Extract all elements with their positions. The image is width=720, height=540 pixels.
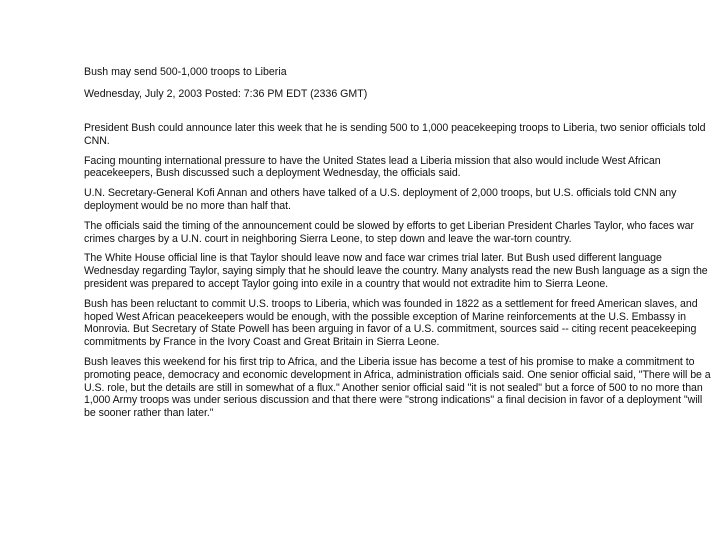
article-paragraph: Bush has been reluctant to commit U.S. troops to Liberia, which was founded in 1822 as a settlement for freed American slaves, and hoped West African peacekeepers would be enough, with the possible exception of Marine reinforcements at the U.S. Embassy in Monrovia. But Secretary of State Powell has been arguing in favor of a U.S. commitment, sources said -- citing recent peacekeeping commitments by France in the Ivory Coast and Great Britain in Sierra Leone. xyxy=(84,297,698,349)
article-headline: Bush may send 500-1,000 troops to Liberia xyxy=(84,66,287,78)
article-paragraph: U.N. Secretary-General Kofi Annan and others have talked of a U.S. deployment of 2,000 troops, but U.S. officials told CNN any deployment would be no more than half that. xyxy=(84,187,677,212)
article-paragraph: The White House official line is that Taylor should leave now and face war crimes trial later. But Bush used different language Wednesday regarding Taylor, saying simply that he should leave the country. Many analysts read the new Bush language as a sign the president was prepared to accept Taylor going into exile in a country that would not extradite him to Sierra Leone. xyxy=(84,252,708,290)
article-paragraph: Facing mounting international pressure to have the United States lead a Liberia mission that also would include West African peacekeepers, Bush discussed such a deployment Wednesday, the officials said. xyxy=(84,154,661,180)
article-paragraph: The officials said the timing of the announcement could be slowed by efforts to get Liberian President Charles Taylor, who faces war crimes charges by a U.N. court in neighboring Sierra Leone, to step down and leave the war-torn country. xyxy=(84,219,694,245)
article-dateline: Wednesday, July 2, 2003 Posted: 7:36 PM EDT (2336 GMT) xyxy=(84,88,368,100)
article-paragraph: Bush leaves this weekend for his first trip to Africa, and the Liberia issue has become a test of his promise to make a commitment to promoting peace, democracy and economic development in Africa, administration officials said. One senior official said, "There will be a U.S. role, but the details are still in somewhat of a flux." Another senior official said "it is not sealed" but a force of 500 to no more than 1,000 Army troops was under serious discussion and that there were "strong indications" a final decision in favor of a deployment "will be sooner rather than later." xyxy=(84,355,711,420)
article xyxy=(84,66,712,427)
article-paragraph: President Bush could announce later this week that he is sending 500 to 1,000 peacekeeping troops to Liberia, two senior officials told CNN. xyxy=(84,122,706,147)
